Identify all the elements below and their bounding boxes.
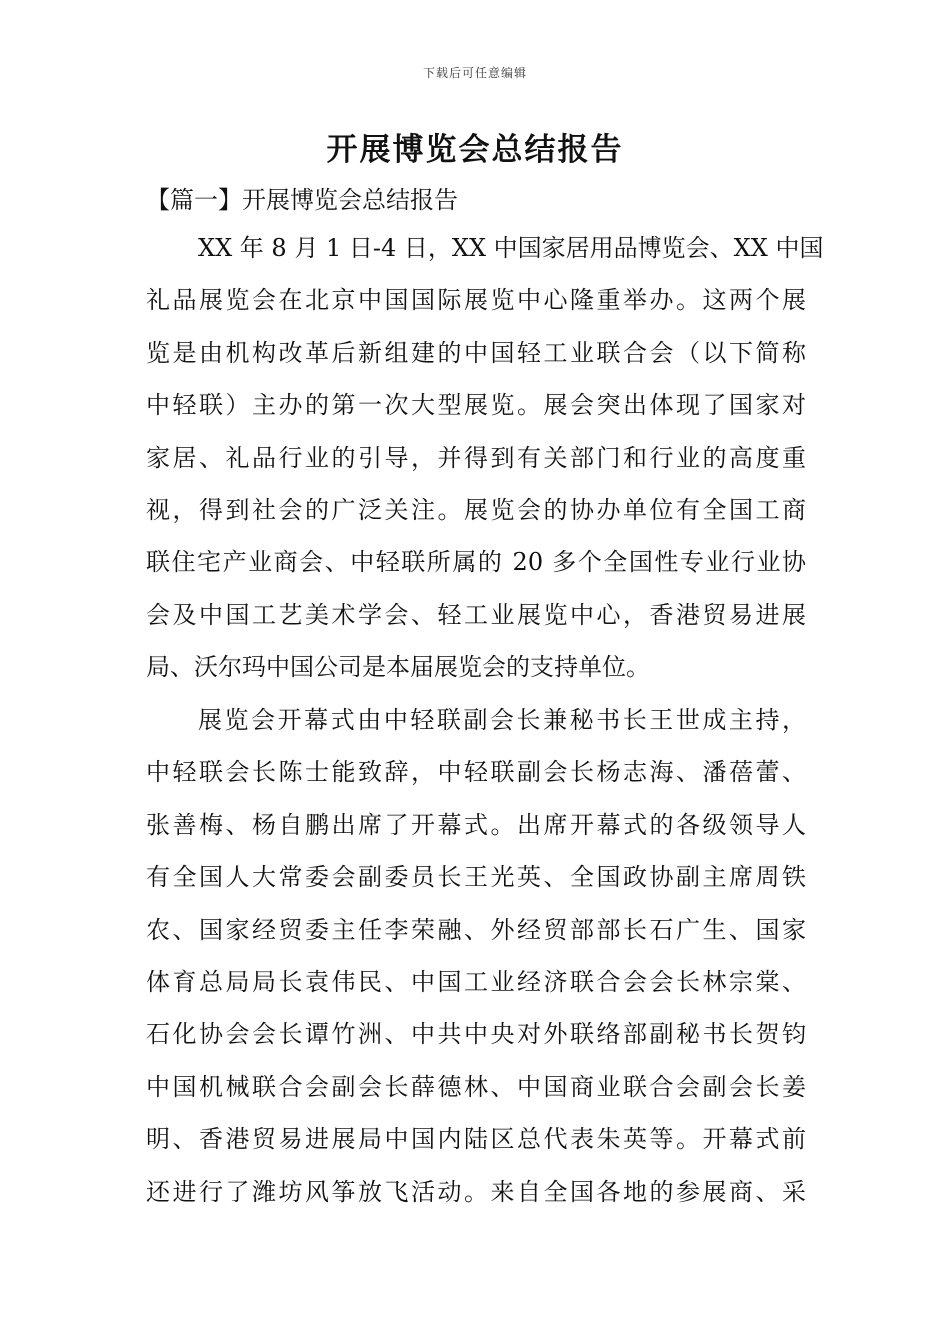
section-heading: 【篇一】开展博览会总结报告 [146,186,458,214]
paragraph-line: 张善梅、杨自鹏出席了开幕式。出席开幕式的各级领导人 [146,810,806,839]
paragraph-line: 会及中国工艺美术学会、轻工业展览中心，香港贸易进展 [146,600,806,629]
document-title: 开展博览会总结报告 [326,132,624,168]
paragraph-2 [146,700,806,1224]
paragraph-line: 还进行了潍坊风筝放飞活动。来自全国各地的参展商、采 [146,1177,806,1206]
paragraph-line: 中国机械联合会副会长薛德林、中国商业联合会副会长姜 [146,1072,806,1101]
paragraph-line: 局、沃尔玛中国公司是本届展览会的支持单位。 [146,653,650,682]
paragraph-line: 石化协会会长谭竹洲、中共中央对外联络部副秘书长贺钧 [146,1020,806,1049]
paragraph-line: 家居、礼品行业的引导，并得到有关部门和行业的高度重 [146,443,806,472]
paragraph-line: 礼品展览会在北京中国国际展览中心隆重举办。这两个展 [146,286,806,315]
paragraph-line: 联住宅产业商会、中轻联所属的 20 多个全国性专业行业协 [146,548,806,577]
paragraph-line: 视，得到社会的广泛关注。展览会的协办单位有全国工商 [146,495,806,524]
paragraph-line: 中轻联会长陈士能致辞，中轻联副会长杨志海、潘蓓蕾、 [146,758,806,787]
paragraph-line: 明、香港贸易进展局中国内陆区总代表朱英等。开幕式前 [146,1125,806,1154]
paragraph-line: 体育总局局长袁伟民、中国工业经济联合会会长林宗棠、 [146,967,806,996]
header-note: 下载后可任意编辑 [422,66,527,80]
paragraph-line: 览是由机构改革后新组建的中国轻工业联合会（以下简称 [146,338,806,367]
paragraph-line: XX 年 8 月 1 日-4 日，XX 中国家居用品博览会、XX 中国 [198,234,824,262]
paragraph-line: 中轻联）主办的第一次大型展览。展会突出体现了国家对 [146,391,806,420]
paragraph-line: 农、国家经贸委主任李荣融、外经贸部部长石广生、国家 [146,915,806,944]
paragraph-line: 展览会开幕式由中轻联副会长兼秘书长王世成主持， [198,706,806,734]
paragraph-1 [146,228,824,700]
paragraph-line: 有全国人大常委会副委员长王光英、全国政协副主席周铁 [146,863,806,892]
